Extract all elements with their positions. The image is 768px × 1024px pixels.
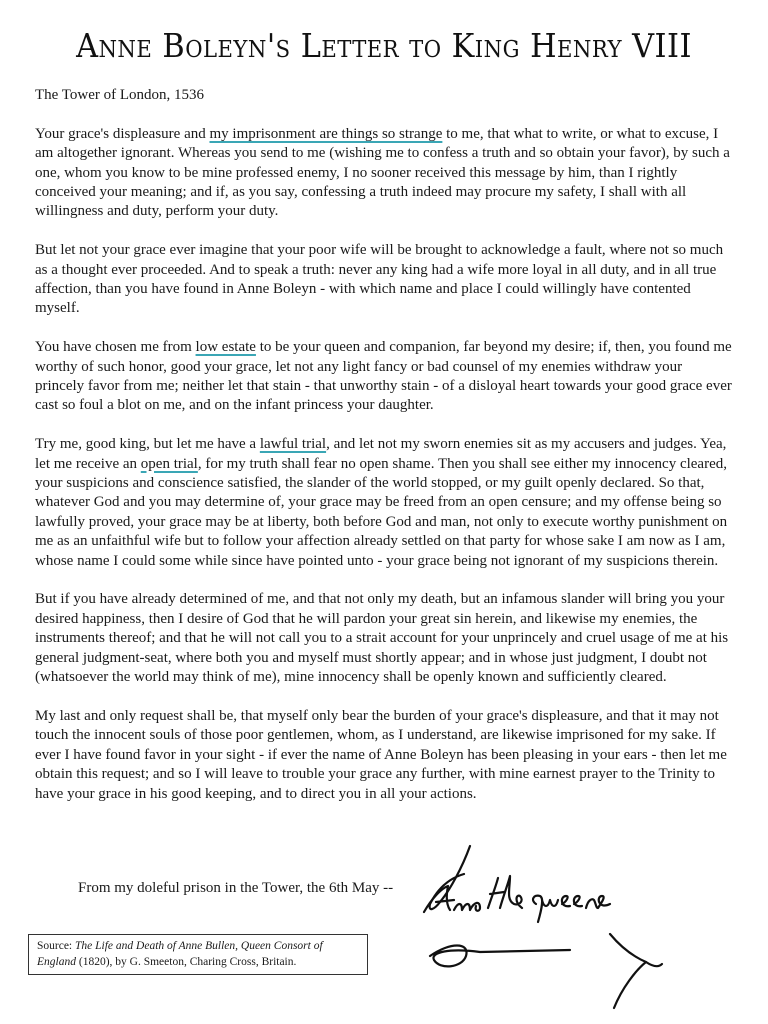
text-run: to me, that what to write, or what to excuse, I am altogether ignorant. Whereas you send to me (wishing me to confess a truth and so obtain your favor), by such a one, whom you know to be mine professed enemy, I no sooner received this message by him, than I rightly conceived your meaning; and if, as you say, confessing a truth indeed may procure my safety, I shall with all willingness and duty, perform your duty. [35,125,730,220]
text-run: Try me, good king, but let me have a [35,436,260,453]
letter-paragraph [35,590,735,687]
text-run: But if you have already determined of me, and that not only my death, but an infamous slander will bring you your desired happiness, then I desire of God that he will pardon your great sin herein, and likewise my enemies, the instruments thereof; and that he will not call you to a strait account for your unprincely and cruel usage of me at his general judgment-seat, where both you and myself must shortly appear; and in whose just judgment, I doubt not (whatsoever the world may think of me), mine innocency shall be openly known and sufficiently cleared. [35,591,729,686]
letter-paragraph [35,241,735,319]
letter-paragraph [35,435,735,571]
source-book-title: The Life and Death of Anne Bullen, Queen Consort of England [37,940,323,968]
source-label: Source: [37,940,76,952]
text-run: to be your queen and companion, far beyond my desire; if, then, you found me worthy of such honor, good your grace, let not any light fancy or bad counsel of my enemies withdraw your princely favor from me; neither let that stain - that unworthy stain - of a disloyal heart towards your good grace ever cast so foul a blot on me, and on the infant princess your daughter. [35,339,732,414]
letter-paragraph [35,125,735,222]
text-run: But let not your grace ever imagine that your poor wife will be brought to acknowledge a fault, where not so much as a thought ever proceeded. And to speak a truth: never any king had a wife more loyal in all duty, and in all true affection, than you have found in Anne Boleyn - with which name and place I could willingly have contented myself. [35,242,724,317]
text-run: My last and only request shall be, that myself only bear the burden of your grace's displeasure, and that it may not touch the innocent souls of those poor gentlemen, whom, as I understand, are likewise imprisoned for my sake. If ever I have found favor in your sight - if ever the name of Anne Boleyn has been pleasing in your ears - then let me obtain this request; and so I will leave to trouble your grace any further, with mine earnest prayer to the Trinity to have your grace in his good keeping, and to direct you in all your actions. [35,707,727,802]
source-citation [28,934,368,975]
highlighted-phrase: lawful trial [259,436,327,453]
signature-image [410,838,680,1018]
letter-paragraph [35,707,735,804]
letter-paragraphs [35,125,735,804]
place-date: The Tower of London, 1536 [35,87,205,103]
closing-line: From my doleful prison in the Tower, the 6th May -- [78,880,394,896]
highlighted-phrase: open trial [140,455,198,472]
text-run: , and let not my sworn enemies sit as my accusers and judges. Yea, let me receive an [35,436,727,472]
source-details: (1820), by G. Smeeton, Charing Cross, Britain. [75,956,297,968]
text-run: You have chosen me from [35,339,196,356]
text-run: Your grace's displeasure and [35,125,210,142]
highlighted-phrase: low estate [195,339,256,356]
text-run: , for my truth shall fear no open shame. Then you shall see either my innocency cleared, your suspicions and conscience satisfied, the slander of the world stopped, or my guilt openly declared. So that, whatever God and you may determine of, your grace may be freed from an open censure; and my offense being so lawfully proved, your grace may be at liberty, both before God and man, not only to execute worthy punishment on me as an unfaithful wife but to follow your affection already settled on that party for whose sake I am now as I am, whose name I could some while since have pointed unto - your grace being not ignorant of my suspicions therein. [35,455,728,569]
highlighted-phrase: my imprisonment are things so strange [209,125,443,142]
letter-body [35,86,735,823]
letter-paragraph [35,338,735,416]
document-title: Anne Boleyn's Letter to King Henry VIII [76,26,692,65]
